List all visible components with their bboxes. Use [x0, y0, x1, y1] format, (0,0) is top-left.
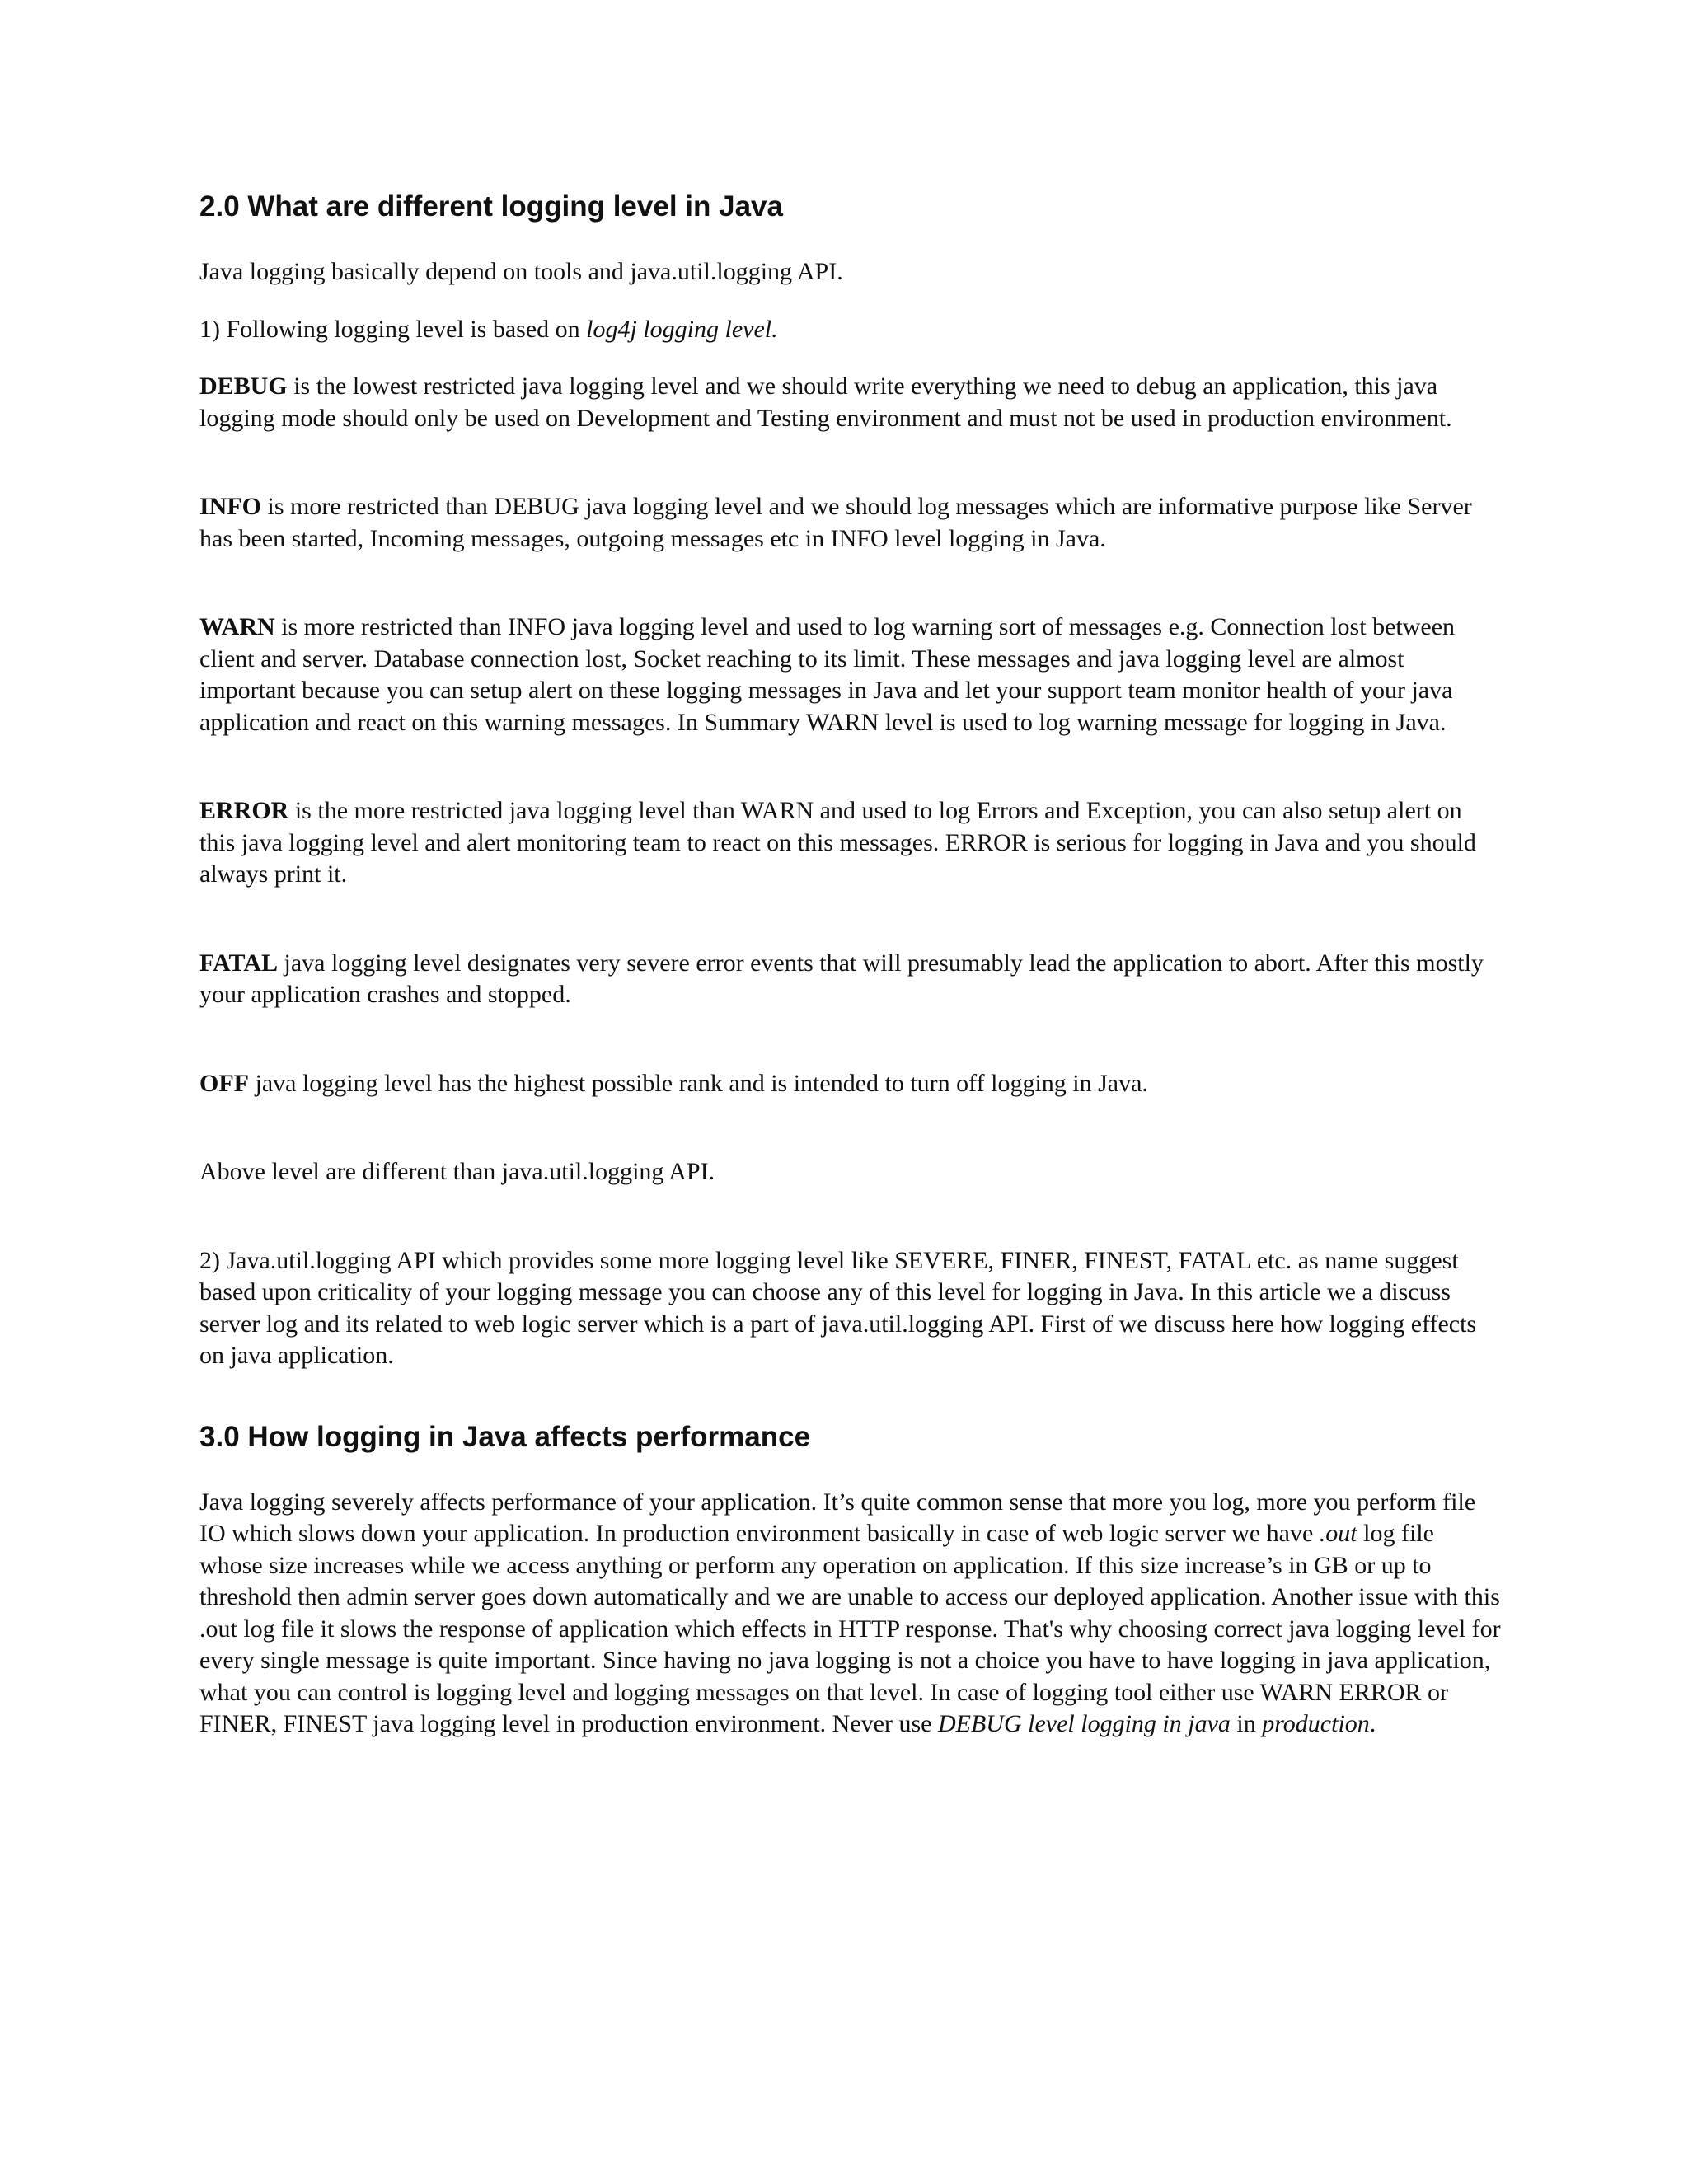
section-2-heading: 2.0 What are different logging level in Java	[199, 190, 783, 223]
debug-text: is the lowest restricted java logging level and we should write everything we need to debug an application, this java logging mode should only be used on Development and Testing environment and must not be used in production environment.	[199, 373, 1452, 432]
java-util-logging-paragraph: 2) Java.util.logging API which provides some more logging level like SEVERE, FINER, FINEST, FATAL etc. as name suggest based upon criticality of your logging message you can choose any of this level for logging in Java. In this article we a discuss server log and its related to web logic server which is a part of java.util.logging API. First of we discuss here how logging effects on java application.	[199, 1246, 1477, 1369]
following-italic-text: log4j logging level.	[586, 315, 778, 343]
debug-paragraph	[199, 371, 1502, 434]
document-page	[199, 190, 1502, 1741]
warn-text: is more restricted than INFO java logging level and used to log warning sort of messages e.g. Connection lost between client and server. Database connection lost, Socket reaching to its limit. These messages and java logging level are almost important because you can setup alert on these logging messages in Java and let your support team monitor health of your java application and react on this warning messages. In Summary WARN level is used to log warning message for logging in Java.	[199, 613, 1456, 736]
warn-term: WARN	[199, 613, 275, 640]
info-paragraph	[199, 491, 1502, 555]
performance-text-3: in	[1230, 1710, 1263, 1737]
warn-paragraph	[199, 612, 1502, 738]
off-paragraph	[199, 1068, 1502, 1100]
section-3-heading: 3.0 How logging in Java affects performance	[199, 1420, 811, 1453]
following-paragraph	[199, 314, 1502, 346]
info-term: INFO	[199, 493, 261, 520]
above-paragraph: Above level are different than java.util.logging API.	[199, 1158, 715, 1185]
error-paragraph	[199, 795, 1502, 891]
off-text: java logging level has the highest possible rank and is intended to turn off logging in Java.	[249, 1069, 1148, 1097]
production-italic: production	[1262, 1710, 1370, 1737]
error-text: is the more restricted java logging level than WARN and used to log Errors and Exception, you can also setup alert on this java logging level and alert monitoring team to react on this messages. ERROR is serious for logging in Java and you should always print it.	[199, 797, 1476, 888]
error-term: ERROR	[199, 797, 289, 824]
performance-text-2: log file whose size increases while we access anything or perform any operation on application. If this size increase’s in GB or up to threshold then admin server goes down automatically and we are unable to access our deployed application. Another issue with this .out log file it slows the response of application which effects in HTTP response. That's why choosing correct java logging level for every single message is quite important. Since having no java logging is not a choice you have to have logging in java application, what you can control is logging level and logging messages on that level. In case of logging tool either use WARN ERROR or FINER, FINEST java logging level in production environment. Never use	[199, 1520, 1501, 1737]
performance-text-1: Java logging severely affects performance of your application. It’s quite common sense that more you log, more you perform file IO which slows down your application. In production environment basically in case of web logic server we have	[199, 1488, 1476, 1547]
fatal-text: java logging level designates very severe error events that will presumably lead the application to abort. After this mostly your application crashes and stopped.	[199, 949, 1484, 1008]
following-text: 1) Following logging level is based on	[199, 315, 587, 343]
fatal-term: FATAL	[199, 949, 278, 977]
debug-term: DEBUG	[199, 373, 288, 400]
intro-paragraph: Java logging basically depend on tools and java.util.logging API.	[199, 258, 843, 285]
performance-text-4: .	[1369, 1710, 1376, 1737]
fatal-paragraph	[199, 948, 1502, 1011]
debug-logging-italic: DEBUG level logging in java	[937, 1710, 1231, 1737]
out-italic: .out	[1319, 1520, 1357, 1547]
info-text: is more restricted than DEBUG java logging level and we should log messages which are informative purpose like Server has been started, Incoming messages, outgoing messages etc in INFO level logging in Java.	[199, 493, 1472, 552]
performance-paragraph	[199, 1487, 1502, 1741]
off-term: OFF	[199, 1069, 249, 1097]
